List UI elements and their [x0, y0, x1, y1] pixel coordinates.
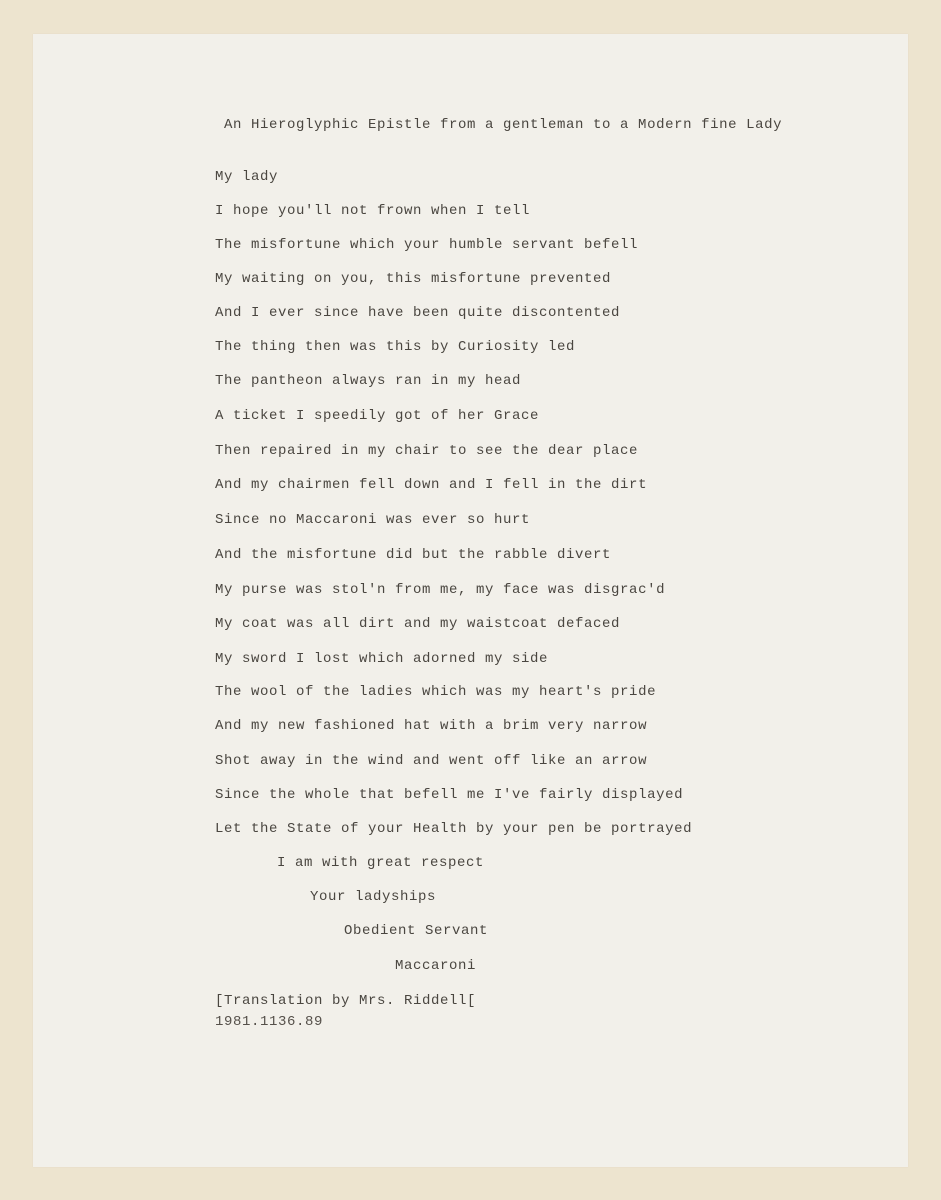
poem-line: Then repaired in my chair to see the dear place [215, 443, 639, 459]
poem-line: Since the whole that befell me I've fairly displayed [215, 787, 684, 803]
poem-line: My purse was stol'n from me, my face was disgrac'd [215, 582, 666, 598]
poem-line: And my new fashioned hat with a brim very narrow [215, 718, 648, 734]
poem-line: And my chairmen fell down and I fell in the dirt [215, 477, 648, 493]
poem-line: My coat was all dirt and my waistcoat defaced [215, 616, 621, 632]
signature: Maccaroni [395, 958, 477, 974]
poem-line: Since no Maccaroni was ever so hurt [215, 512, 531, 528]
poem-line: My waiting on you, this misfortune prevented [215, 271, 612, 287]
document-title: An Hieroglyphic Epistle from a gentleman to a Modern fine Lady [224, 117, 783, 133]
closing-respect: I am with great respect [277, 855, 485, 871]
accession-number: 1981.1136.89 [215, 1014, 324, 1030]
closing-ladyships: Your ladyships [310, 889, 437, 905]
translation-note: [Translation by Mrs. Riddell[ [215, 993, 477, 1009]
poem-line: And I ever since have been quite discontented [215, 305, 621, 321]
poem-line: I hope you'll not frown when I tell [215, 203, 531, 219]
poem-line: A ticket I speedily got of her Grace [215, 408, 540, 424]
poem-line: My lady [215, 169, 279, 185]
poem-line: The pantheon always ran in my head [215, 373, 522, 389]
poem-line: And the misfortune did but the rabble divert [215, 547, 612, 563]
poem-line: The thing then was this by Curiosity led [215, 339, 576, 355]
poem-line: Shot away in the wind and went off like an arrow [215, 753, 648, 769]
paper-sheet [33, 34, 908, 1167]
closing-servant: Obedient Servant [344, 923, 489, 939]
poem-line: My sword I lost which adorned my side [215, 651, 549, 667]
poem-line: The wool of the ladies which was my heart's pride [215, 684, 657, 700]
poem-line: Let the State of your Health by your pen be portrayed [215, 821, 693, 837]
poem-line: The misfortune which your humble servant befell [215, 237, 639, 253]
